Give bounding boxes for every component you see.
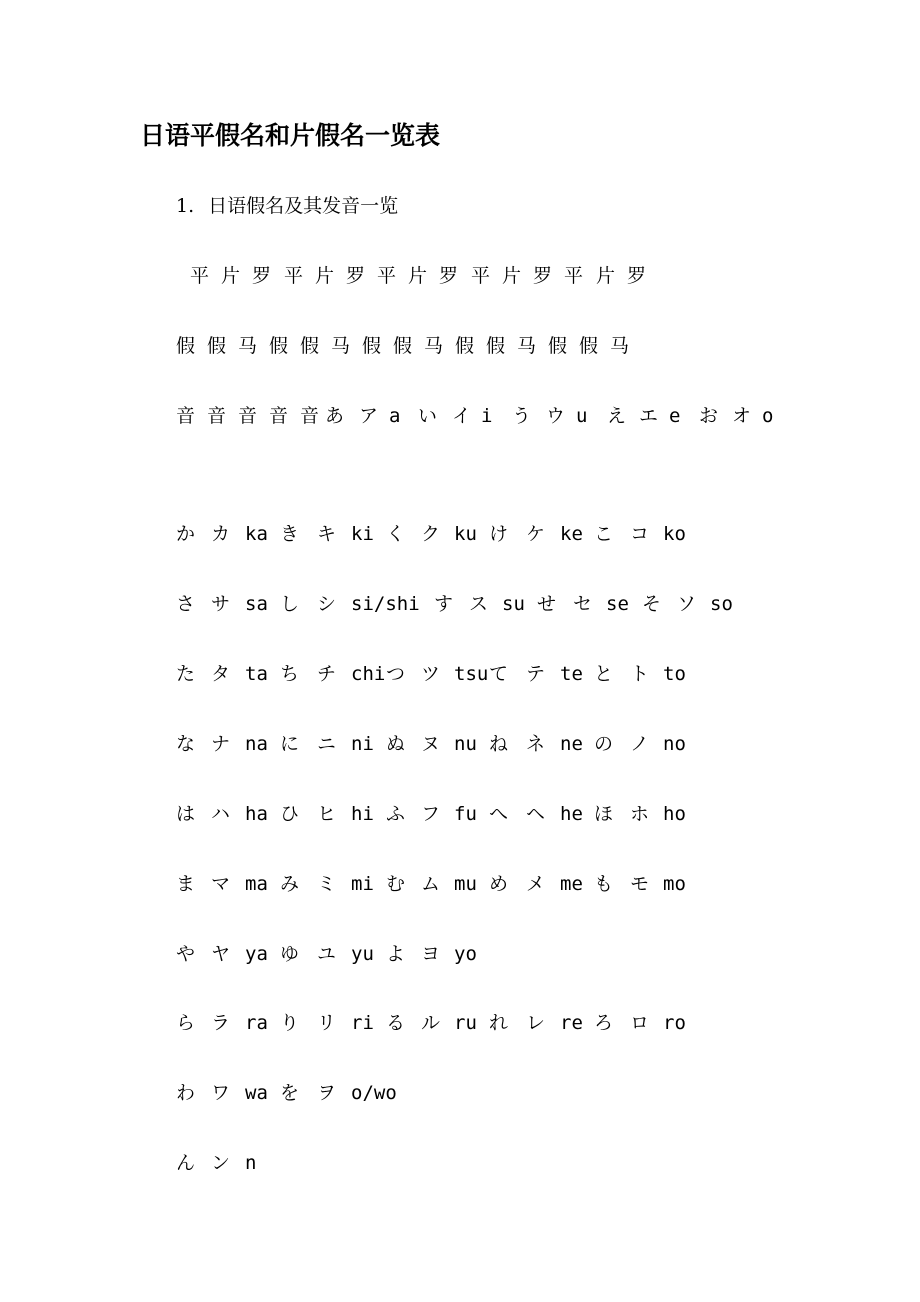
section-number: 1. — [176, 195, 195, 217]
kana-cell: ヒ — [317, 803, 337, 825]
kana-cell: ソ — [677, 593, 697, 615]
kana-cell: 假 — [579, 335, 599, 357]
romaji-cell: su — [502, 593, 525, 615]
kana-cell: 音 — [269, 405, 289, 427]
kana-cell: セ — [573, 593, 593, 615]
romaji-cell: ta — [245, 663, 268, 685]
kana-cell: 片 — [315, 265, 335, 287]
kana-cell: ミ — [317, 873, 337, 895]
romaji-cell: ho — [663, 803, 686, 825]
romaji-cell: ma — [245, 873, 268, 895]
kana-cell: を — [280, 1082, 300, 1104]
romaji-cell: hi — [351, 803, 374, 825]
kana-cell: 音 — [176, 405, 196, 427]
romaji-cell: u — [576, 405, 588, 427]
romaji-cell: e — [669, 405, 681, 427]
romaji-cell: ka — [245, 523, 268, 545]
romaji-cell: a — [389, 405, 401, 427]
kana-cell: 平 — [190, 265, 210, 287]
kana-cell: な — [176, 733, 196, 755]
kana-cell: ヲ — [317, 1082, 337, 1104]
kana-cell: 马 — [610, 335, 630, 357]
kana-cell: 假 — [548, 335, 568, 357]
kana-cell: も — [594, 873, 614, 895]
kana-cell: ラ — [211, 1012, 231, 1034]
kana-cell: カ — [211, 523, 231, 545]
kana-cell: た — [176, 663, 196, 685]
kana-cell: ロ — [630, 1012, 650, 1034]
kana-cell: こ — [594, 523, 614, 545]
kana-cell: に — [280, 733, 300, 755]
kana-cell: 片 — [596, 265, 616, 287]
kana-cell: む — [386, 873, 406, 895]
kana-cell: ル — [421, 1012, 441, 1034]
kana-cell: め — [489, 873, 509, 895]
romaji-cell: mo — [663, 873, 686, 895]
kana-cell: マ — [211, 873, 231, 895]
kana-cell: キ — [317, 523, 337, 545]
kana-cell: ス — [469, 593, 489, 615]
kana-cell: ゆ — [280, 943, 300, 965]
kana-cell: 假 — [362, 335, 382, 357]
romaji-cell: ha — [245, 803, 268, 825]
kana-cell: お — [699, 405, 719, 427]
romaji-cell: ke — [560, 523, 583, 545]
romaji-cell: ni — [351, 733, 374, 755]
kana-cell: き — [280, 523, 300, 545]
kana-cell: 罗 — [252, 265, 272, 287]
romaji-cell: ku — [454, 523, 477, 545]
romaji-cell: he — [560, 803, 583, 825]
kana-cell: 平 — [471, 265, 491, 287]
kana-cell: フ — [421, 803, 441, 825]
romaji-cell: so — [710, 593, 733, 615]
kana-cell: リ — [317, 1012, 337, 1034]
kana-cell: 平 — [377, 265, 397, 287]
kana-cell: 假 — [455, 335, 475, 357]
kana-cell: 片 — [408, 265, 428, 287]
kana-cell: 假 — [486, 335, 506, 357]
romaji-cell: i — [481, 405, 493, 427]
kana-cell: 罗 — [533, 265, 553, 287]
kana-cell: す — [434, 593, 454, 615]
kana-cell: メ — [526, 873, 546, 895]
romaji-cell: mi — [351, 873, 374, 895]
romaji-cell: ru — [454, 1012, 477, 1034]
kana-cell: ア — [359, 405, 379, 427]
kana-cell: 片 — [221, 265, 241, 287]
kana-cell: ち — [280, 663, 300, 685]
kana-cell: ぬ — [386, 733, 406, 755]
romaji-cell: ya — [245, 943, 268, 965]
kana-cell: コ — [630, 523, 650, 545]
kana-cell: ヌ — [421, 733, 441, 755]
section-heading-text: 日语假名及其发音一览 — [208, 195, 399, 217]
romaji-cell: o — [762, 405, 774, 427]
kana-cell: せ — [537, 593, 557, 615]
romaji-cell: ra — [245, 1012, 268, 1034]
kana-cell: へ — [489, 803, 509, 825]
romaji-cell: fu — [454, 803, 477, 825]
kana-cell: 马 — [331, 335, 351, 357]
kana-cell: ん — [176, 1152, 196, 1174]
kana-cell: 片 — [502, 265, 522, 287]
kana-cell: 马 — [517, 335, 537, 357]
kana-cell: は — [176, 803, 196, 825]
kana-cell: タ — [211, 663, 231, 685]
kana-cell: し — [280, 593, 300, 615]
kana-cell: 假 — [393, 335, 413, 357]
romaji-cell: nu — [454, 733, 477, 755]
kana-cell: ほ — [594, 803, 614, 825]
kana-cell: ね — [489, 733, 509, 755]
kana-cell: ひ — [280, 803, 300, 825]
romaji-cell: to — [663, 663, 686, 685]
kana-cell: と — [594, 663, 614, 685]
kana-cell: の — [594, 733, 614, 755]
kana-cell: ト — [630, 663, 650, 685]
kana-cell: オ — [732, 405, 752, 427]
kana-cell: ナ — [211, 733, 231, 755]
kana-cell: 音 — [238, 405, 258, 427]
kana-cell: レ — [526, 1012, 546, 1034]
page-title: 日语平假名和片假名一览表 — [140, 121, 441, 150]
kana-cell: か — [176, 523, 196, 545]
kana-cell: ユ — [317, 943, 337, 965]
romaji-cell: ki — [351, 523, 374, 545]
kana-cell: く — [386, 523, 406, 545]
kana-cell: 马 — [424, 335, 444, 357]
romaji-cell: na — [245, 733, 268, 755]
kana-cell: ふ — [386, 803, 406, 825]
section-heading — [176, 192, 398, 220]
kana-cell: つ — [386, 663, 406, 685]
kana-cell: イ — [452, 405, 472, 427]
kana-cell: そ — [642, 593, 662, 615]
romaji-cell: yu — [351, 943, 374, 965]
romaji-cell: ri — [351, 1012, 374, 1034]
romaji-cell: re — [560, 1012, 583, 1034]
kana-cell: シ — [317, 593, 337, 615]
kana-cell: ノ — [630, 733, 650, 755]
kana-cell: 假 — [269, 335, 289, 357]
kana-cell: わ — [176, 1082, 196, 1104]
romaji-cell: yo — [454, 943, 477, 965]
kana-cell: 罗 — [439, 265, 459, 287]
kana-cell: ク — [421, 523, 441, 545]
romaji-cell: wa — [245, 1082, 268, 1104]
romaji-cell: si/shi — [351, 593, 420, 615]
kana-cell: え — [607, 405, 627, 427]
kana-cell: ヤ — [211, 943, 231, 965]
kana-cell: う — [512, 405, 532, 427]
kana-cell: 假 — [300, 335, 320, 357]
kana-cell: て — [489, 663, 509, 685]
kana-cell: ケ — [526, 523, 546, 545]
kana-cell: れ — [489, 1012, 509, 1034]
kana-cell: さ — [176, 593, 196, 615]
kana-cell: い — [418, 405, 438, 427]
kana-cell: け — [489, 523, 509, 545]
kana-cell: ニ — [317, 733, 337, 755]
romaji-cell: sa — [245, 593, 268, 615]
romaji-cell: no — [663, 733, 686, 755]
kana-cell: 平 — [564, 265, 584, 287]
kana-cell: 平 — [284, 265, 304, 287]
kana-cell: エ — [639, 405, 659, 427]
kana-cell: ン — [211, 1152, 231, 1174]
kana-cell: み — [280, 873, 300, 895]
romaji-cell: me — [560, 873, 583, 895]
kana-cell: ツ — [421, 663, 441, 685]
kana-cell: あ — [325, 405, 345, 427]
romaji-cell: mu — [454, 873, 477, 895]
kana-cell: り — [280, 1012, 300, 1034]
kana-cell: 马 — [238, 335, 258, 357]
romaji-cell: tsu — [454, 663, 489, 685]
romaji-cell: ne — [560, 733, 583, 755]
romaji-cell: te — [560, 663, 583, 685]
romaji-cell: chi — [351, 663, 386, 685]
kana-cell: サ — [211, 593, 231, 615]
kana-cell: ら — [176, 1012, 196, 1034]
kana-cell: ウ — [546, 405, 566, 427]
kana-cell: 假 — [176, 335, 196, 357]
romaji-cell: ko — [663, 523, 686, 545]
kana-cell: ホ — [630, 803, 650, 825]
romaji-cell: n — [245, 1152, 257, 1174]
kana-cell: 音 — [300, 405, 320, 427]
kana-cell: 假 — [207, 335, 227, 357]
kana-cell: ヨ — [421, 943, 441, 965]
kana-cell: ろ — [594, 1012, 614, 1034]
kana-cell: チ — [317, 663, 337, 685]
kana-cell: ワ — [211, 1082, 231, 1104]
kana-cell: 罗 — [346, 265, 366, 287]
kana-cell: ヘ — [526, 803, 546, 825]
kana-cell: 音 — [207, 405, 227, 427]
kana-cell: や — [176, 943, 196, 965]
romaji-cell: o/wo — [351, 1082, 397, 1104]
kana-cell: よ — [386, 943, 406, 965]
kana-cell: モ — [630, 873, 650, 895]
kana-cell: ム — [421, 873, 441, 895]
romaji-cell: se — [606, 593, 629, 615]
kana-cell: テ — [526, 663, 546, 685]
kana-cell: ま — [176, 873, 196, 895]
kana-cell: ネ — [526, 733, 546, 755]
kana-cell: 罗 — [627, 265, 647, 287]
romaji-cell: ro — [663, 1012, 686, 1034]
kana-cell: る — [386, 1012, 406, 1034]
kana-cell: ハ — [211, 803, 231, 825]
